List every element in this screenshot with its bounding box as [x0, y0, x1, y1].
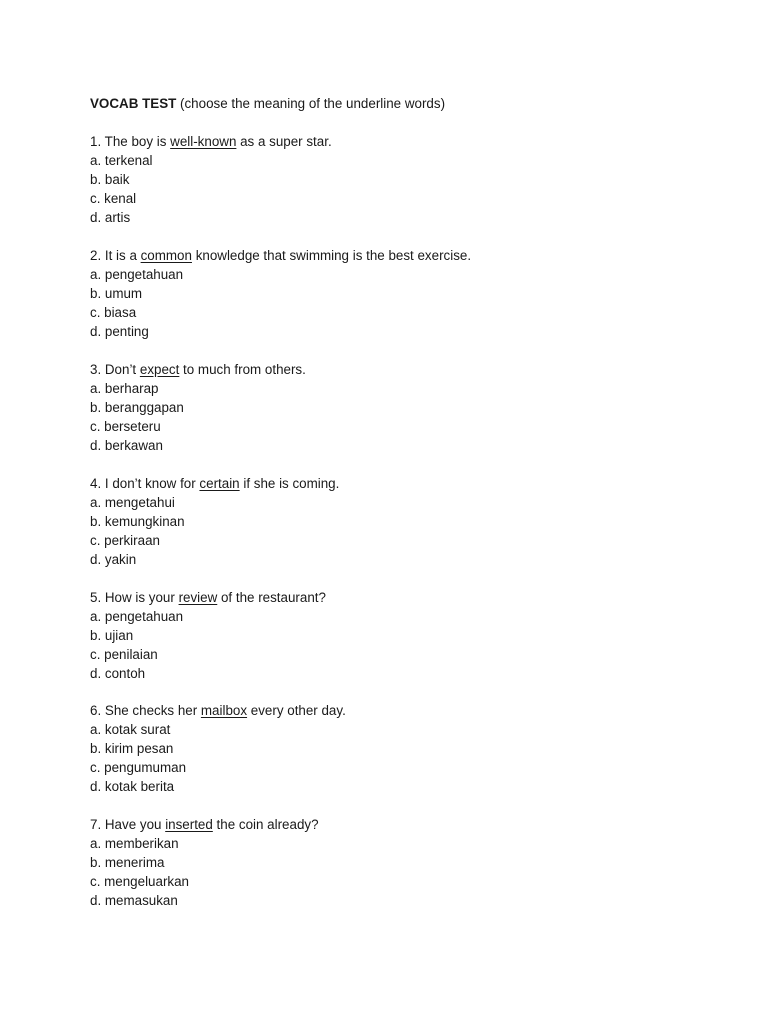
question-text-before: 6. She checks her [90, 703, 201, 719]
question-2 [90, 246, 710, 341]
question-text-after: if she is coming. [239, 475, 340, 491]
option-b: b. ujian [90, 627, 134, 643]
question-text [90, 246, 710, 265]
question-1 [90, 132, 710, 227]
option-a: a. mengetahui [90, 494, 175, 510]
question-5 [90, 588, 710, 683]
question-text-before: 1. The boy is [90, 134, 171, 149]
test-instructions: (choose the meaning of the underline words) [176, 96, 446, 111]
option-a: a. memberikan [90, 836, 179, 852]
document-page [90, 94, 710, 929]
option-b: b. menerima [90, 855, 165, 871]
underlined-word: mailbox [200, 703, 248, 719]
option-c: c. kenal [90, 191, 137, 206]
underlined-word: review [178, 589, 218, 605]
question-text-after: as a super star. [236, 134, 332, 149]
option-a: a. pengetahuan [90, 266, 184, 282]
test-title-bold: VOCAB TEST [90, 96, 177, 111]
test-title [90, 94, 710, 113]
underlined-word: well-known [170, 134, 237, 149]
question-text-after: the coin already? [212, 817, 319, 833]
option-c: c. penilaian [90, 646, 158, 662]
question-text-before: 7. Have you [90, 817, 166, 833]
question-text-after: of the restaurant? [217, 589, 326, 605]
option-d: d. berkawan [90, 437, 163, 453]
underlined-word: common [140, 247, 192, 263]
question-text [90, 701, 710, 720]
option-c: c. berseteru [90, 418, 161, 434]
option-c: c. mengeluarkan [90, 874, 189, 890]
question-7 [90, 815, 710, 910]
underlined-word: inserted [165, 817, 213, 833]
option-b: b. baik [90, 172, 130, 187]
option-a: a. pengetahuan [90, 608, 184, 624]
question-3 [90, 360, 710, 455]
question-text [90, 474, 710, 493]
question-text-after: every other day. [247, 703, 346, 719]
option-c: c. perkiraan [90, 532, 160, 548]
option-a: a. berharap [90, 380, 159, 396]
question-text [90, 815, 710, 834]
question-text-before: 3. Don’t [90, 361, 140, 377]
option-d: d. artis [90, 210, 131, 225]
question-text [90, 132, 710, 151]
question-4 [90, 474, 710, 569]
question-text-before: 4. I don’t know for [90, 475, 200, 491]
question-text-after: to much from others. [179, 361, 306, 377]
question-text [90, 360, 710, 379]
question-6 [90, 701, 710, 796]
option-d: d. penting [90, 323, 149, 339]
option-a: a. kotak surat [90, 722, 171, 738]
option-c: c. pengumuman [90, 760, 187, 776]
option-d: d. kotak berita [90, 779, 175, 795]
option-b: b. kemungkinan [90, 513, 185, 529]
question-text [90, 588, 710, 607]
option-d: d. yakin [90, 551, 137, 567]
option-a: a. terkenal [90, 153, 153, 168]
question-text-after: knowledge that swimming is the best exercise. [191, 247, 472, 263]
option-d: d. contoh [90, 665, 146, 681]
option-c: c. biasa [90, 304, 137, 320]
question-text-before: 2. It is a [90, 247, 141, 263]
question-text-before: 5. How is your [90, 589, 179, 605]
option-b: b. kirim pesan [90, 741, 174, 757]
option-d: d. memasukan [90, 893, 178, 909]
option-b: b. umum [90, 285, 143, 301]
underlined-word: certain [199, 475, 240, 491]
option-b: b. beranggapan [90, 399, 184, 415]
underlined-word: expect [139, 361, 180, 377]
